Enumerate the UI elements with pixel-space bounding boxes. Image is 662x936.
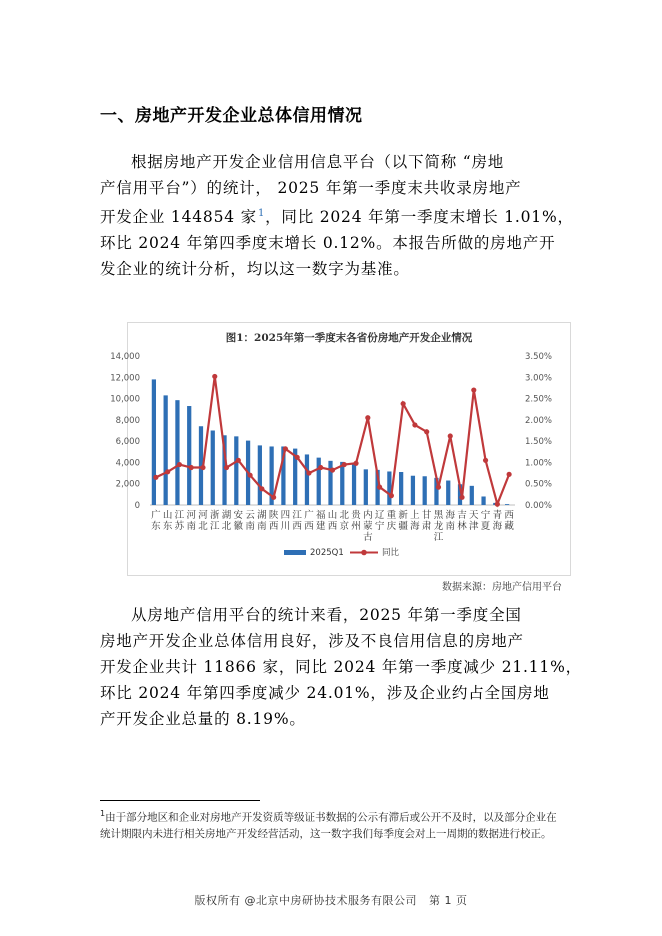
x-tick-label: 山东 bbox=[162, 510, 173, 532]
x-tick-label: 浙江 bbox=[210, 510, 220, 532]
paragraph-line: 从房地产信用平台的统计来看，2025 年第一季度全国 bbox=[131, 606, 522, 624]
y-left-tick-label: 4,000 bbox=[115, 458, 140, 469]
y-left-tick-label: 14,000 bbox=[110, 352, 140, 362]
yoy-point-安徽 bbox=[236, 458, 241, 463]
x-tick-label: 天津 bbox=[469, 510, 479, 532]
yoy-point-江苏 bbox=[177, 462, 182, 467]
legend-label-line: 同比 bbox=[382, 548, 400, 558]
y-left-tick-label: 10,000 bbox=[110, 394, 140, 405]
bar-上海 bbox=[411, 476, 415, 505]
y-right-tick-label: 0.00% bbox=[525, 501, 553, 511]
x-tick-label: 广西 bbox=[304, 510, 314, 532]
footnote bbox=[100, 806, 566, 842]
bar-重庆 bbox=[387, 471, 391, 505]
bar-浙江 bbox=[211, 431, 215, 506]
x-tick-label: 黑龙江 bbox=[433, 510, 444, 543]
y-right-tick-label: 3.50% bbox=[525, 352, 553, 362]
footnote-divider bbox=[100, 800, 260, 801]
paragraph-line bbox=[100, 201, 574, 230]
yoy-point-西藏 bbox=[507, 472, 512, 477]
paragraph-text: ，同比 2024 年第一季度末增长 1.01%， bbox=[265, 208, 574, 226]
yoy-point-山西 bbox=[330, 467, 335, 472]
bar-甘肃 bbox=[423, 476, 427, 505]
y-left-tick-label: 6,000 bbox=[115, 437, 140, 448]
y-right-tick-label: 2.50% bbox=[525, 394, 553, 405]
intro-paragraph bbox=[100, 149, 574, 282]
yoy-point-江西 bbox=[295, 455, 300, 460]
x-tick-label: 重庆 bbox=[386, 510, 397, 532]
yoy-point-内蒙古 bbox=[365, 415, 370, 420]
data-source: 数据来源：房地产信用平台 bbox=[442, 582, 562, 593]
footnote-mark: 1 bbox=[100, 809, 106, 818]
y-left-tick-label: 8,000 bbox=[115, 415, 140, 426]
y-left-tick-label: 0 bbox=[134, 501, 140, 511]
bar-湖南 bbox=[258, 445, 262, 505]
bar-海南 bbox=[446, 481, 450, 505]
yoy-point-北京 bbox=[342, 462, 347, 467]
x-tick-label: 内蒙古 bbox=[363, 510, 373, 543]
yoy-point-新疆 bbox=[401, 401, 406, 406]
chart-title: 图1：2025年第一季度末各省份房地产开发企业情况 bbox=[225, 332, 473, 344]
y-right-tick-label: 0.50% bbox=[525, 479, 553, 490]
legend-marker-line bbox=[361, 550, 367, 556]
chart-container bbox=[110, 322, 571, 576]
x-tick-label: 陕西 bbox=[268, 510, 279, 532]
yoy-point-黑龙江 bbox=[436, 485, 441, 490]
page-number: 第 1 页 bbox=[429, 894, 468, 907]
x-tick-label: 吉林 bbox=[457, 510, 467, 532]
bar-宁夏 bbox=[481, 496, 485, 505]
x-tick-label: 海南 bbox=[445, 510, 455, 532]
paragraph-line: 根据房地产开发企业信用信息平台（以下简称 “房地 bbox=[131, 153, 505, 171]
footnote-text: 由于部分地区和企业对房地产开发资质等级证书数据的公示有滞后或公开不及时，以及部分企业在统计期限内未进行相关房地产开发经营活动，这一数字我们每季度会对上一周期的数据进行校正。 bbox=[100, 811, 557, 840]
yoy-point-海南 bbox=[448, 433, 453, 438]
bar-新疆 bbox=[399, 472, 403, 505]
yoy-point-浙江 bbox=[212, 374, 217, 379]
x-tick-label: 河北 bbox=[198, 510, 208, 532]
x-tick-label: 上海 bbox=[410, 510, 420, 532]
bar-广西 bbox=[305, 454, 309, 505]
x-tick-label: 新疆 bbox=[398, 510, 408, 532]
x-tick-label: 西藏 bbox=[504, 510, 514, 532]
yoy-point-河南 bbox=[189, 465, 194, 470]
x-tick-label: 青海 bbox=[492, 510, 503, 532]
paragraph-line: 开发企业共计 11866 家，同比 2024 年第一季度减少 21.11%， bbox=[100, 658, 582, 676]
yoy-point-湖北 bbox=[224, 465, 229, 470]
x-tick-label: 甘肃 bbox=[421, 510, 432, 532]
paragraph-text: 开发企业 144854 家 bbox=[100, 208, 257, 226]
yoy-point-湖南 bbox=[259, 486, 264, 491]
bar-贵州 bbox=[352, 463, 356, 505]
yoy-point-河北 bbox=[200, 465, 205, 470]
x-tick-label: 四川 bbox=[280, 510, 291, 532]
x-tick-label: 贵州 bbox=[351, 510, 361, 532]
y-left-tick-label: 12,000 bbox=[110, 373, 140, 384]
paragraph-line: 产信用平台”）的统计， 2025 年第一季度末共收录房地产 bbox=[100, 179, 522, 197]
bar-福建 bbox=[317, 458, 321, 505]
copyright-text: 版权所有 @北京中房研协技术服务有限公司 bbox=[194, 894, 417, 907]
x-tick-label: 山西 bbox=[327, 510, 338, 532]
page-footer bbox=[0, 892, 662, 908]
yoy-point-青海 bbox=[495, 502, 500, 507]
legend-swatch-bar bbox=[284, 550, 306, 555]
footnote-ref[interactable]: 1 bbox=[257, 208, 266, 219]
bar-西藏 bbox=[505, 504, 509, 505]
x-tick-label: 安徽 bbox=[233, 510, 244, 532]
yoy-point-天津 bbox=[471, 387, 476, 392]
y-right-tick-label: 1.50% bbox=[525, 437, 553, 448]
credit-paragraph bbox=[100, 602, 582, 732]
yoy-point-陕西 bbox=[271, 495, 276, 500]
x-tick-label: 广东 bbox=[151, 510, 161, 532]
section-heading: 一、房地产开发企业总体信用情况 bbox=[100, 106, 363, 126]
bar-河南 bbox=[187, 406, 191, 505]
y-right-tick-label: 2.00% bbox=[525, 415, 553, 426]
bar-山西 bbox=[328, 461, 332, 505]
yoy-point-辽宁 bbox=[377, 485, 382, 490]
paragraph-line: 发企业的统计分析，均以这一数字为基准。 bbox=[100, 260, 410, 278]
yoy-point-广东 bbox=[153, 475, 158, 480]
bar-广东 bbox=[152, 379, 156, 505]
bar-江苏 bbox=[175, 400, 179, 505]
yoy-point-上海 bbox=[412, 422, 417, 427]
x-tick-label: 湖北 bbox=[221, 510, 232, 532]
yoy-point-吉林 bbox=[459, 495, 464, 500]
yoy-point-甘肃 bbox=[424, 429, 429, 434]
yoy-point-福建 bbox=[318, 465, 323, 470]
yoy-point-山东 bbox=[165, 469, 170, 474]
yoy-point-四川 bbox=[283, 446, 288, 451]
x-tick-label: 湖南 bbox=[257, 510, 267, 532]
y-left-tick-label: 2,000 bbox=[115, 479, 140, 490]
paragraph-line: 环比 2024 年第四季度减少 24.01%，涉及企业约占全国房地 bbox=[100, 684, 550, 702]
paragraph-line: 房地产开发企业总体信用良好，涉及不良信用信息的房地产 bbox=[100, 632, 524, 650]
yoy-point-重庆 bbox=[389, 493, 394, 498]
bar-天津 bbox=[470, 486, 474, 505]
x-tick-label: 福建 bbox=[315, 510, 326, 532]
paragraph-line: 环比 2024 年第四季度末增长 0.12%。本报告所做的房地产开 bbox=[100, 234, 556, 252]
bar-内蒙古 bbox=[364, 469, 368, 505]
bar-安徽 bbox=[234, 436, 238, 505]
y-right-tick-label: 3.00% bbox=[525, 373, 553, 384]
paragraph-line: 产开发企业总量的 8.19%。 bbox=[100, 710, 306, 728]
yoy-point-贵州 bbox=[353, 461, 358, 466]
legend-label-bar: 2025Q1 bbox=[310, 548, 344, 558]
x-tick-label: 河南 bbox=[186, 510, 196, 532]
x-tick-label: 江西 bbox=[292, 510, 302, 532]
x-tick-label: 宁夏 bbox=[480, 510, 491, 532]
bar-北京 bbox=[340, 462, 344, 505]
bar-山东 bbox=[164, 395, 168, 505]
yoy-point-云南 bbox=[247, 473, 252, 478]
x-tick-label: 北京 bbox=[339, 510, 350, 532]
x-tick-label: 云南 bbox=[245, 510, 255, 532]
yoy-point-广西 bbox=[306, 470, 311, 475]
y-right-tick-label: 1.00% bbox=[525, 458, 553, 469]
province-chart bbox=[110, 323, 570, 575]
x-tick-label: 辽宁 bbox=[374, 510, 385, 532]
x-tick-label: 江苏 bbox=[174, 510, 185, 532]
yoy-point-宁夏 bbox=[483, 458, 488, 463]
